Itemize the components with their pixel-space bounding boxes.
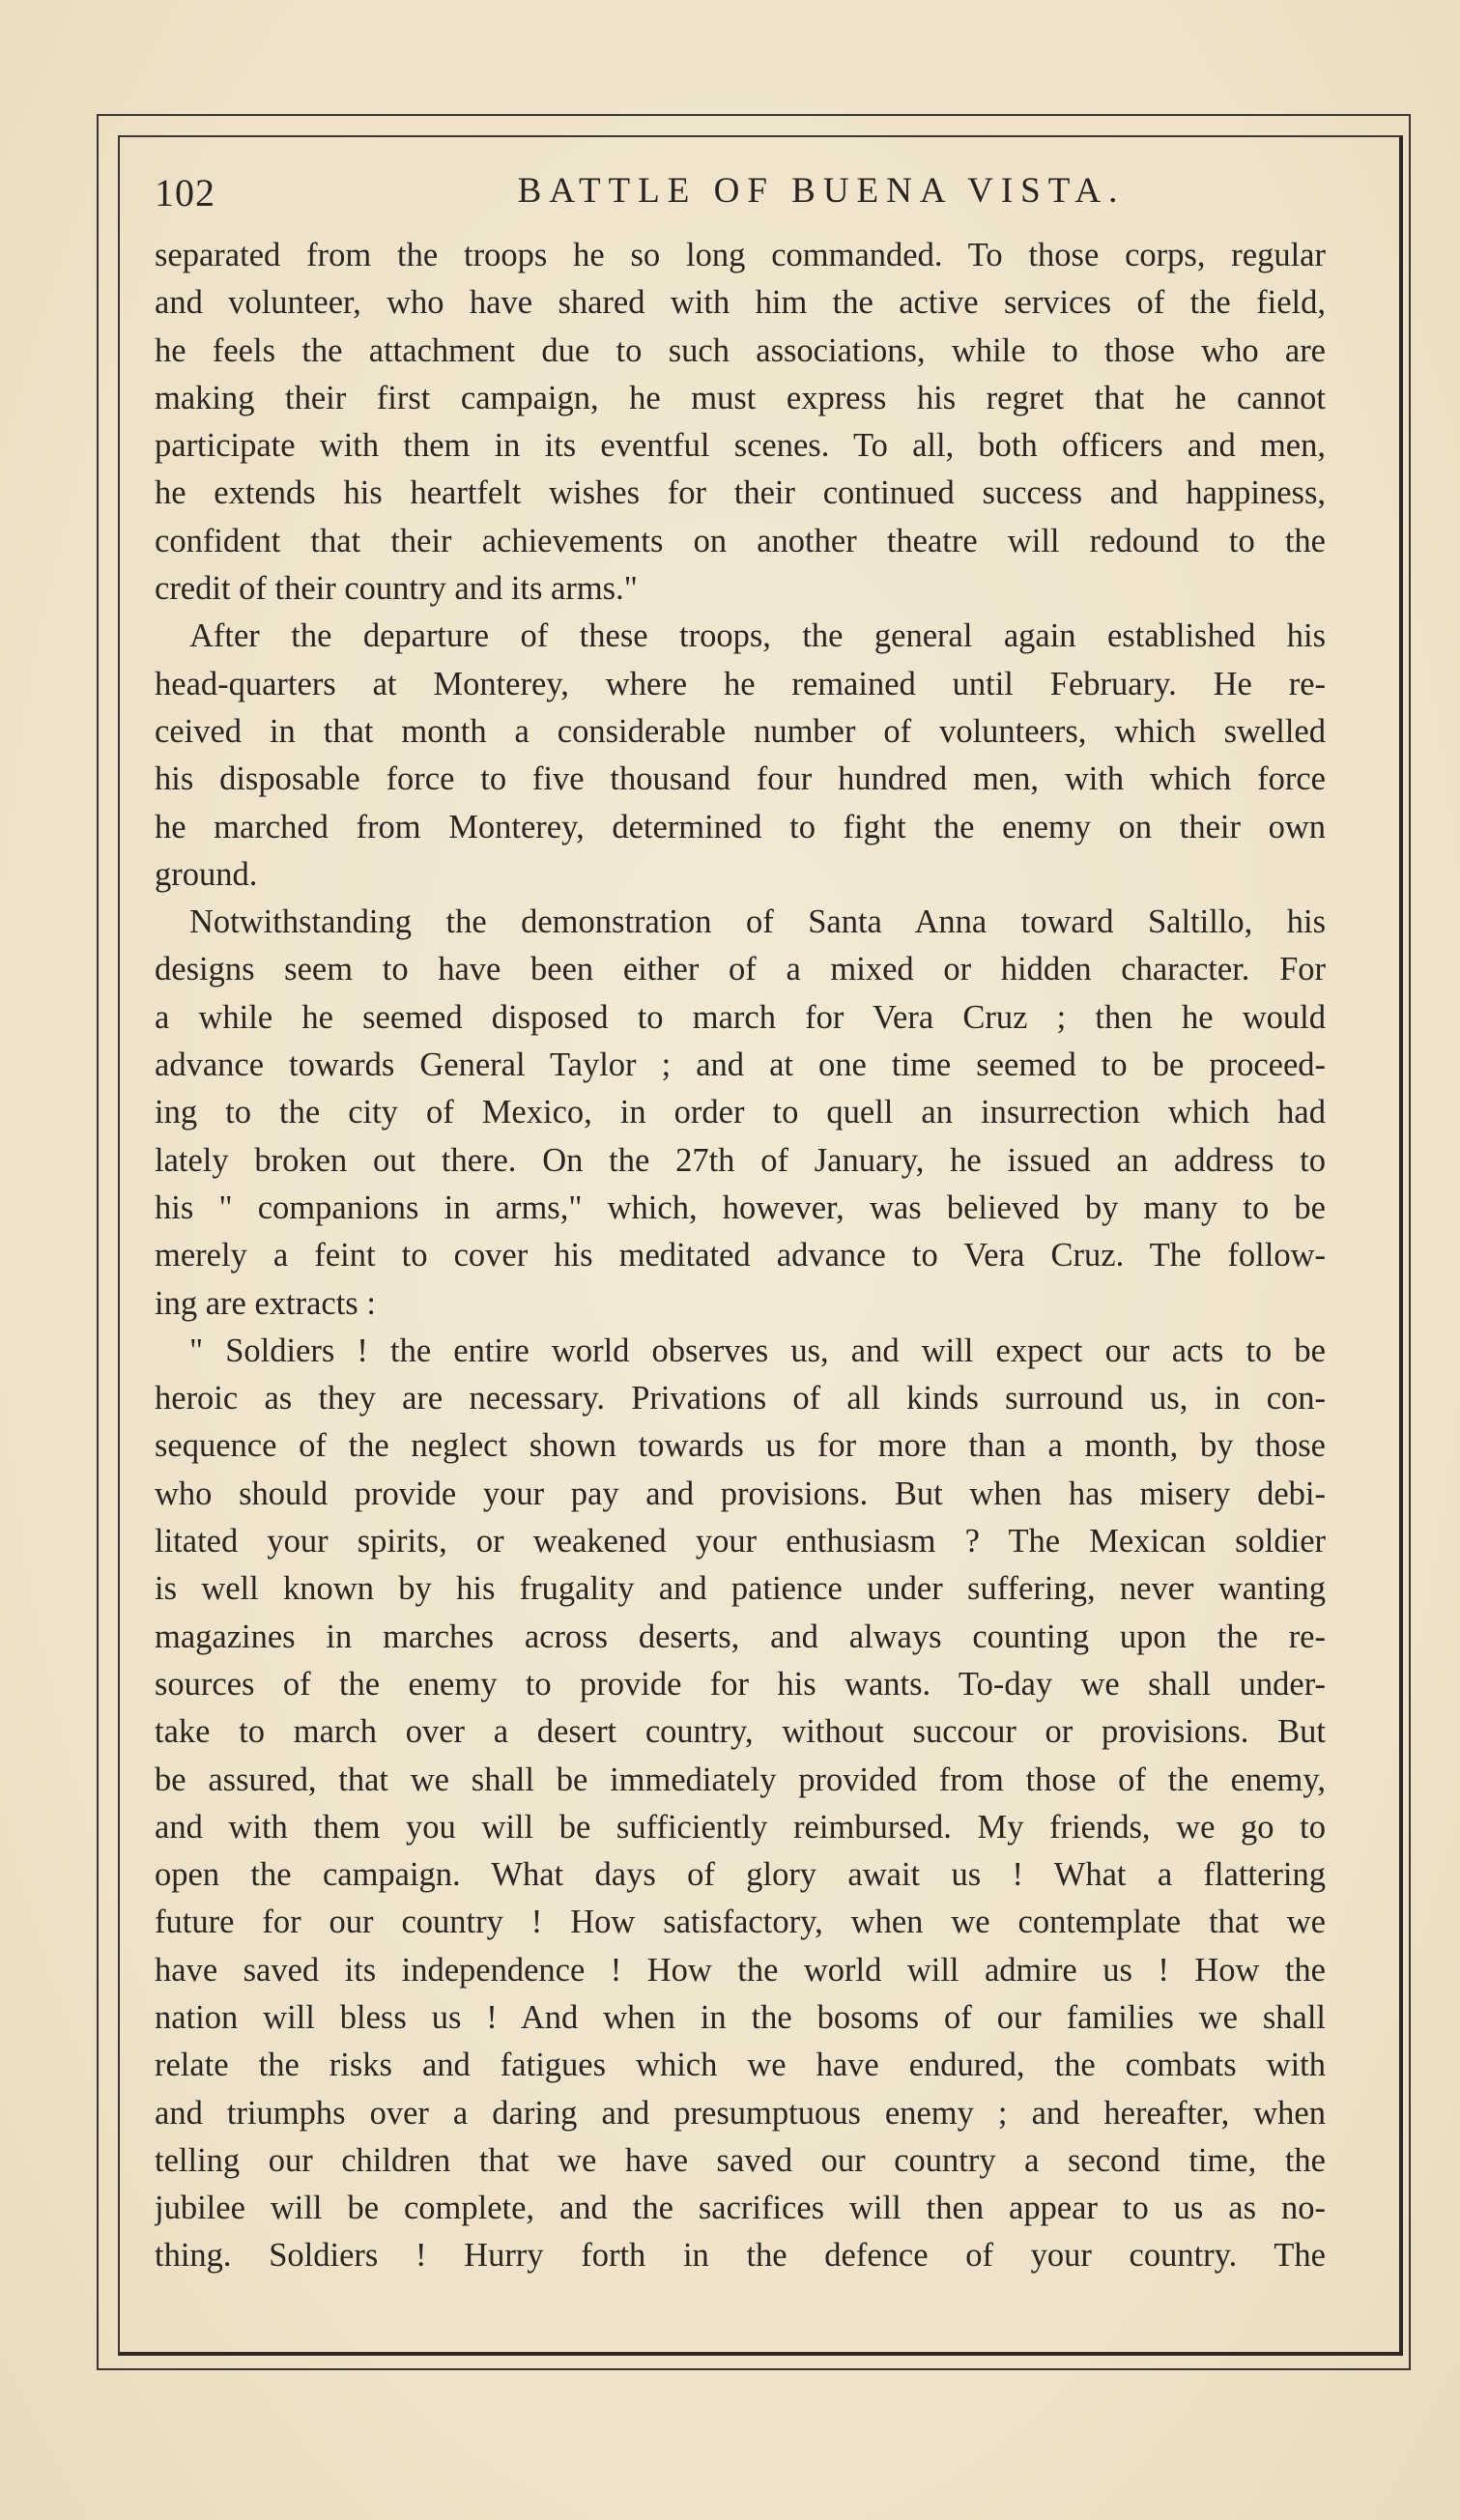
running-head	[145, 164, 1324, 222]
text-line: and with them you will be sufficiently reimbursed. My friends, we go to	[155, 1808, 1326, 1846]
page-title: BATTLE OF BUENA VISTA.	[517, 171, 1126, 211]
text-line: ground.	[155, 855, 258, 893]
text-line: " Soldiers ! the entire world observes us, and will expect our acts to be	[189, 1332, 1326, 1369]
text-line: his " companions in arms," which, however, was believed by many to be	[155, 1188, 1326, 1226]
text-line: ceived in that month a considerable number of volunteers, which swelled	[155, 712, 1326, 750]
text-line: is well known by his frugality and patience under suffering, never wanting	[155, 1570, 1326, 1608]
text-line: telling our children that we have saved our country a second time, the	[155, 2141, 1326, 2179]
text-line: his disposable force to five thousand four hundred men, with which force	[155, 760, 1326, 798]
text-line: head-quarters at Monterey, where he remained until February. He re-	[155, 665, 1326, 702]
text-line: future for our country ! How satisfactory, when we contemplate that we	[155, 1904, 1326, 1941]
text-line: be assured, that we shall be immediately provided from those of the enemy,	[155, 1761, 1326, 1798]
text-line: participate with them in its eventful scenes. To all, both officers and men,	[155, 427, 1326, 465]
text-line: have saved its independence ! How the world will admire us ! How the	[155, 1951, 1326, 1989]
text-line: merely a feint to cover his meditated advance to Vera Cruz. The follow-	[155, 1237, 1326, 1274]
text-line: nation will bless us ! And when in the bosoms of our families we shall	[155, 1998, 1326, 2036]
text-line: ing to the city of Mexico, in order to quell an insurrection which had	[155, 1094, 1326, 1131]
text-line: Notwithstanding the demonstration of Santa Anna toward Saltillo, his	[189, 903, 1326, 941]
text-line: designs seem to have been either of a mixed or hidden character. For	[155, 951, 1326, 988]
text-line: who should provide your pay and provisions. But when has misery debi-	[155, 1475, 1326, 1512]
text-line: ing are extracts :	[155, 1284, 376, 1322]
text-line: relate the risks and fatigues which we have endured, the combats with	[155, 2047, 1326, 2084]
text-line: litated your spirits, or weakened your enthusiasm ? The Mexican soldier	[155, 1523, 1326, 1561]
body-text	[155, 232, 1326, 2280]
text-line: After the departure of these troops, the general again established his	[189, 617, 1326, 655]
text-line: and triumphs over a daring and presumptuous enemy ; and hereafter, when	[155, 2094, 1326, 2132]
text-line: credit of their country and its arms."	[155, 570, 638, 608]
text-line: advance towards General Taylor ; and at one time seemed to be proceed-	[155, 1046, 1326, 1084]
text-line: thing. Soldiers ! Hurry forth in the defence of your country. The	[155, 2237, 1326, 2275]
text-line: jubilee will be complete, and the sacrifices will then appear to us as no-	[155, 2190, 1326, 2227]
text-line: separated from the troops he so long commanded. To those corps, regular	[155, 237, 1326, 273]
text-line: he feels the attachment due to such associations, while to those who are	[155, 331, 1326, 369]
text-line: a while he seemed disposed to march for Vera Cruz ; then he would	[155, 998, 1326, 1036]
text-line: magazines in marches across deserts, and always counting upon the re-	[155, 1618, 1326, 1655]
text-line: lately broken out there. On the 27th of January, he issued an address to	[155, 1141, 1326, 1179]
text-line: making their first campaign, he must express his regret that he cannot	[155, 379, 1326, 416]
text-line: he extends his heartfelt wishes for their continued success and happiness,	[155, 474, 1326, 512]
text-line: confident that their achievements on another theatre will redound to the	[155, 522, 1326, 559]
text-line: he marched from Monterey, determined to fight the enemy on their own	[155, 808, 1326, 845]
text-line: take to march over a desert country, without succour or provisions. But	[155, 1713, 1326, 1751]
text-line: open the campaign. What days of glory await us ! What a flattering	[155, 1856, 1326, 1894]
text-line: sequence of the neglect shown towards us for more than a month, by those	[155, 1427, 1326, 1465]
page-number: 102	[155, 171, 215, 215]
text-line: and volunteer, who have shared with him the active services of the field,	[155, 284, 1326, 322]
text-line: heroic as they are necessary. Privations of all kinds surround us, in con-	[155, 1380, 1326, 1418]
text-line: sources of the enemy to provide for his wants. To-day we shall under-	[155, 1665, 1326, 1703]
